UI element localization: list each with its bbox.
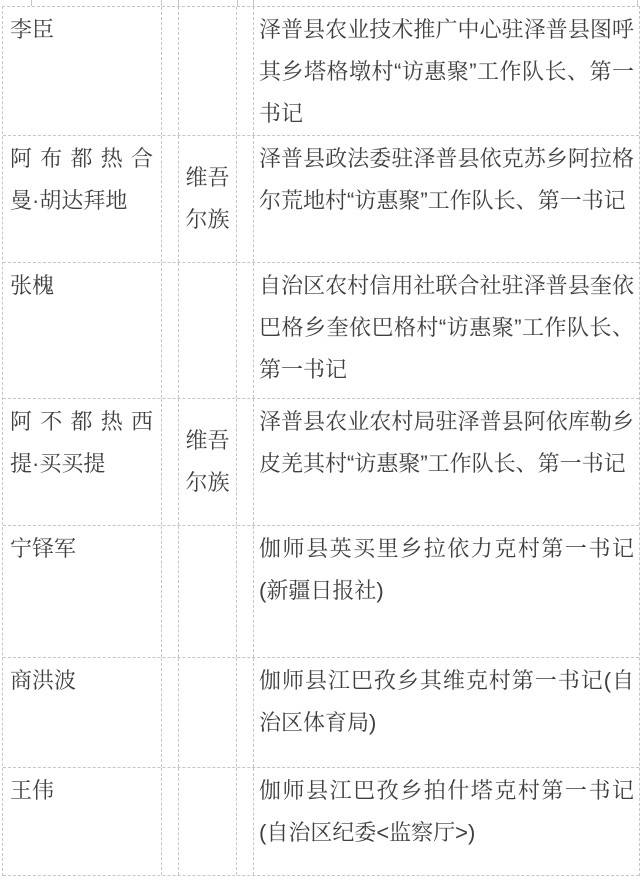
roster-table	[2, 6, 640, 876]
description-cell: 伽师县江巴孜乡其维克村第一书记(自治区体育局)	[259, 668, 634, 735]
empty-cell	[162, 136, 179, 262]
description-cell: 泽普县农业农村局驻泽普县阿依库勒乡皮羌其村“访惠聚”工作队长、第一书记	[259, 409, 634, 476]
name-cell	[3, 263, 162, 398]
empty-cell	[162, 768, 179, 875]
person-name: 李臣	[10, 17, 55, 42]
empty-cell	[237, 136, 254, 262]
ethnicity-cell	[179, 768, 237, 875]
description-cell: 泽普县政法委驻泽普县依克苏乡阿拉格尔荒地村“访惠聚”工作队长、第一书记	[259, 146, 634, 213]
grid-line-remnant	[237, 0, 238, 6]
table-row	[3, 526, 639, 658]
table-row	[3, 658, 639, 768]
grid-line-remnant	[178, 0, 179, 6]
name-cell	[3, 768, 162, 875]
name-cell	[3, 7, 162, 135]
description-cell: 伽师县江巴孜乡拍什塔克村第一书记(自治区纪委<监察厅>)	[259, 778, 634, 845]
table-row	[3, 768, 639, 876]
table-top-edge	[2, 0, 643, 6]
empty-cell	[237, 399, 254, 525]
person-name: 阿布都热合	[10, 146, 153, 171]
table-row	[3, 263, 639, 399]
empty-cell	[237, 526, 254, 657]
empty-cell	[237, 658, 254, 767]
grid-line-remnant	[253, 0, 254, 6]
name-cell: 阿布都热合 曼·胡达拜地	[3, 136, 162, 262]
empty-cell	[162, 399, 179, 525]
ethnicity-cell: 维吾尔族	[179, 136, 237, 262]
person-name: 商洪波	[10, 668, 77, 693]
grid-line-remnant	[161, 0, 162, 6]
person-name: 王伟	[10, 778, 55, 803]
empty-cell	[237, 7, 254, 135]
description-cell: 伽师县英买里乡拉依力克村第一书记(新疆日报社)	[259, 536, 634, 603]
person-name: 阿不都热西	[10, 409, 153, 434]
ethnicity-cell	[179, 526, 237, 657]
table-row	[3, 136, 639, 263]
empty-cell	[237, 768, 254, 875]
ethnicity-cell	[179, 658, 237, 767]
name-cell	[3, 658, 162, 767]
table-row	[3, 7, 639, 136]
description-cell: 自治区农村信用社联合社驻泽普县奎依巴格乡奎依巴格村“访惠聚”工作队长、第一书记	[259, 273, 634, 382]
description-cell: 泽普县农业技术推广中心驻泽普县图呼其乡塔格墩村“访惠聚”工作队长、第一书记	[259, 17, 634, 126]
person-name: 宁铎军	[10, 536, 77, 561]
empty-cell	[162, 7, 179, 135]
person-name: 张槐	[10, 273, 55, 298]
ethnicity-cell	[179, 263, 237, 398]
grid-line-remnant	[31, 0, 32, 6]
empty-cell	[237, 263, 254, 398]
grid-line-remnant	[637, 0, 638, 6]
ethnicity-cell	[179, 7, 237, 135]
table-row	[3, 399, 639, 526]
ethnicity-cell: 维吾尔族	[179, 399, 237, 525]
name-cell	[3, 526, 162, 657]
empty-cell	[162, 526, 179, 657]
empty-cell	[162, 263, 179, 398]
name-cell: 阿不都热西 提·买买提	[3, 399, 162, 525]
empty-cell	[162, 658, 179, 767]
